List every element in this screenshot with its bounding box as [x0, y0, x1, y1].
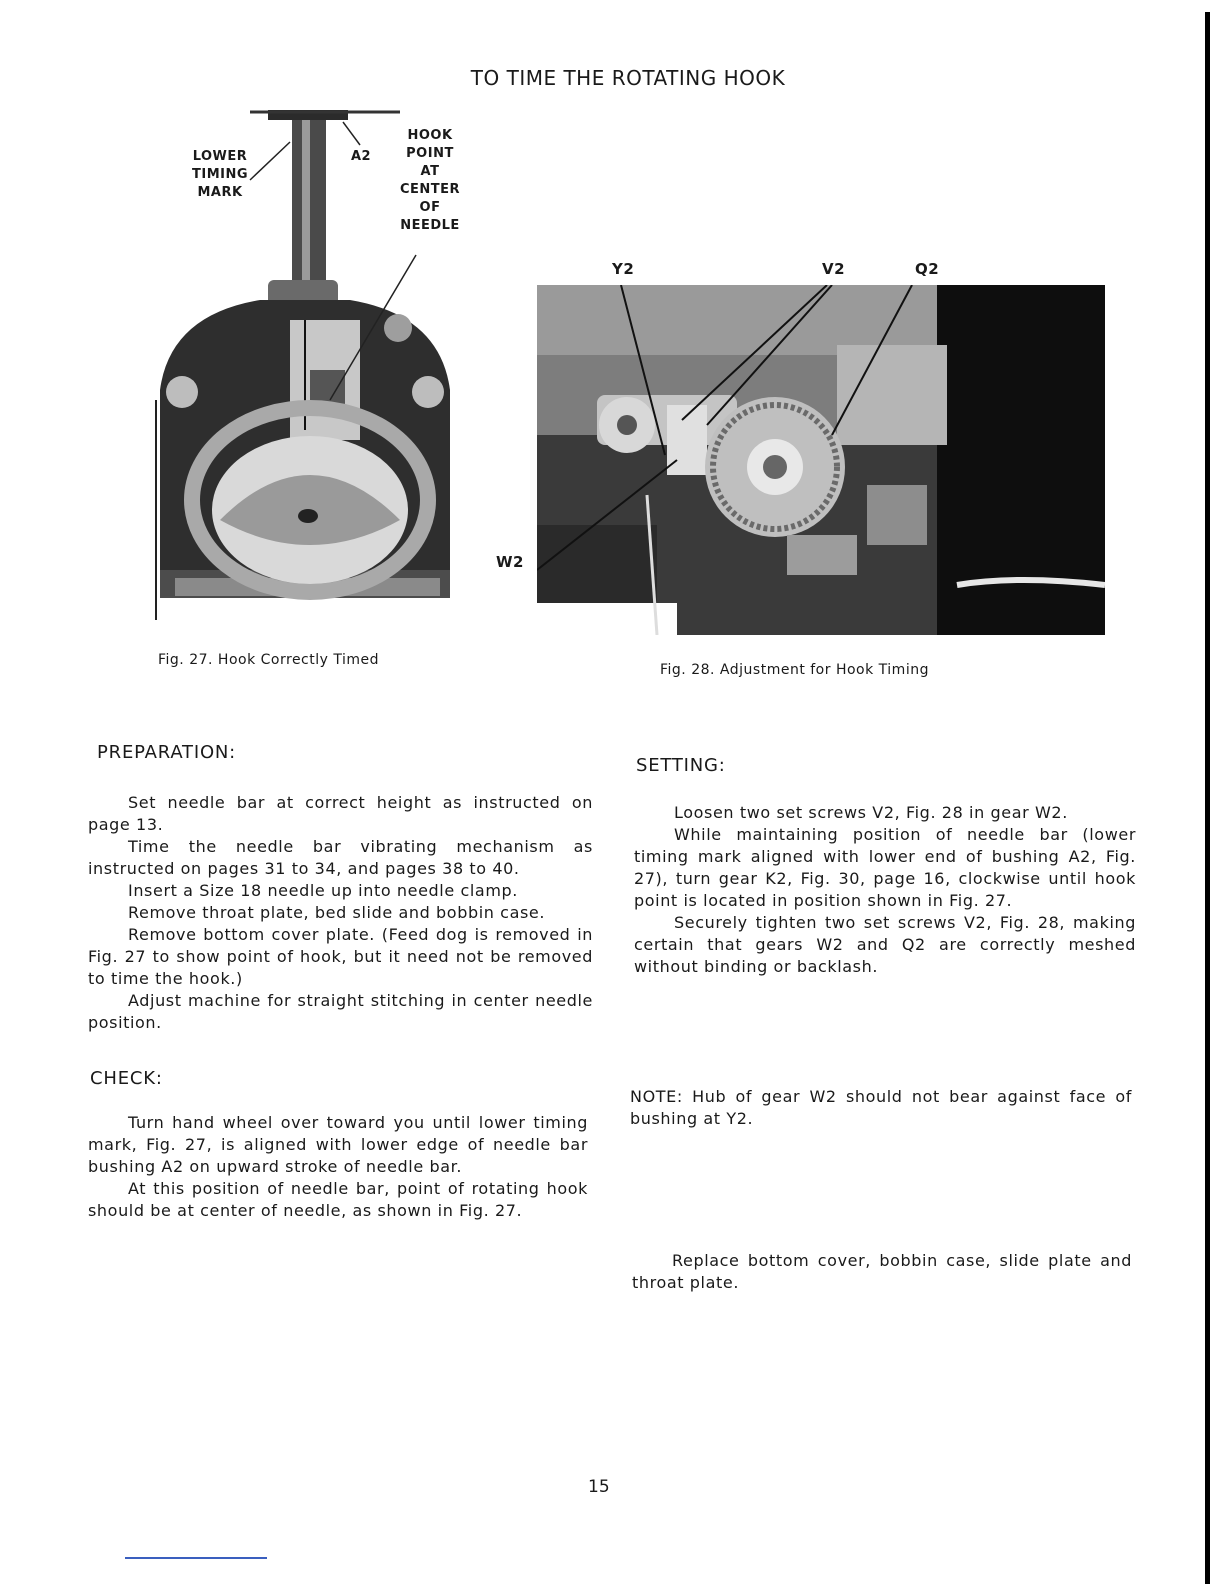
- fig28-label-v2: V2: [822, 260, 846, 278]
- scan-edge-line: [1205, 12, 1210, 1584]
- setting-paragraph: Loosen two set screws V2, Fig. 28 in gear W2.: [674, 803, 1068, 822]
- setting-paragraph: While maintaining position of needle bar (lower timing mark aligned with lower end of bushing A2, Fig. 27), turn gear K2, Fig. 30, page 16, clockwise until hook point is located in position shown in Fig. 27.: [634, 825, 1136, 910]
- setting-paragraph: Securely tighten two set screws V2, Fig. 28, making certain that gears W2 and Q2 are correctly meshed without binding or backlash.: [634, 913, 1136, 976]
- setting-heading: SETTING:: [636, 755, 726, 776]
- footer-line: [125, 1557, 267, 1559]
- preparation-paragraph: Time the needle bar vibrating mechanism as instructed on pages 31 to 34, and pages 38 to 40.: [88, 837, 593, 878]
- fig28-label-q2: Q2: [915, 260, 940, 278]
- preparation-paragraph: Adjust machine for straight stitching in center needle position.: [88, 991, 593, 1032]
- note-text: [630, 1086, 1132, 1130]
- fig27-caption: Fig. 27. Hook Correctly Timed: [158, 652, 380, 668]
- fig28-label-y2: Y2: [612, 260, 635, 278]
- fig28-caption: Fig. 28. Adjustment for Hook Timing: [660, 662, 929, 678]
- fig28-label-w2: W2: [496, 553, 524, 571]
- fig28-photo: [537, 285, 1105, 635]
- setting-text: [634, 802, 1136, 978]
- check-text: [88, 1112, 588, 1222]
- preparation-paragraph: Remove bottom cover plate. (Feed dog is removed in Fig. 27 to show point of hook, but it need not be removed to time the hook.): [88, 925, 593, 988]
- check-paragraph: Turn hand wheel over toward you until lower timing mark, Fig. 27, is aligned with lower edge of needle bar bushing A2 on upward stroke of needle bar.: [88, 1113, 588, 1176]
- replace-paragraph: Replace bottom cover, bobbin case, slide plate and throat plate.: [632, 1251, 1132, 1292]
- page-title: TO TIME THE ROTATING HOOK: [470, 66, 786, 90]
- preparation-paragraph: Remove throat plate, bed slide and bobbin case.: [128, 903, 546, 922]
- replace-text: [632, 1250, 1132, 1294]
- check-heading: CHECK:: [90, 1068, 163, 1089]
- preparation-text: [88, 792, 593, 1034]
- fig27-label-a2: A2: [350, 149, 372, 164]
- check-paragraph: At this position of needle bar, point of rotating hook should be at center of needle, as shown in Fig. 27.: [88, 1179, 588, 1220]
- note-paragraph: NOTE: Hub of gear W2 should not bear against face of bushing at Y2.: [630, 1087, 1132, 1128]
- fig27-label-hook-point: HOOK POINT AT CENTER OF NEEDLE: [399, 128, 461, 233]
- preparation-paragraph: Insert a Size 18 needle up into needle clamp.: [128, 881, 518, 900]
- preparation-heading: PREPARATION:: [97, 742, 237, 763]
- preparation-paragraph: Set needle bar at correct height as instructed on page 13.: [88, 793, 593, 834]
- fig27-label-lower-timing-mark: LOWER TIMING MARK: [191, 149, 249, 200]
- page-number: 15: [588, 1477, 610, 1497]
